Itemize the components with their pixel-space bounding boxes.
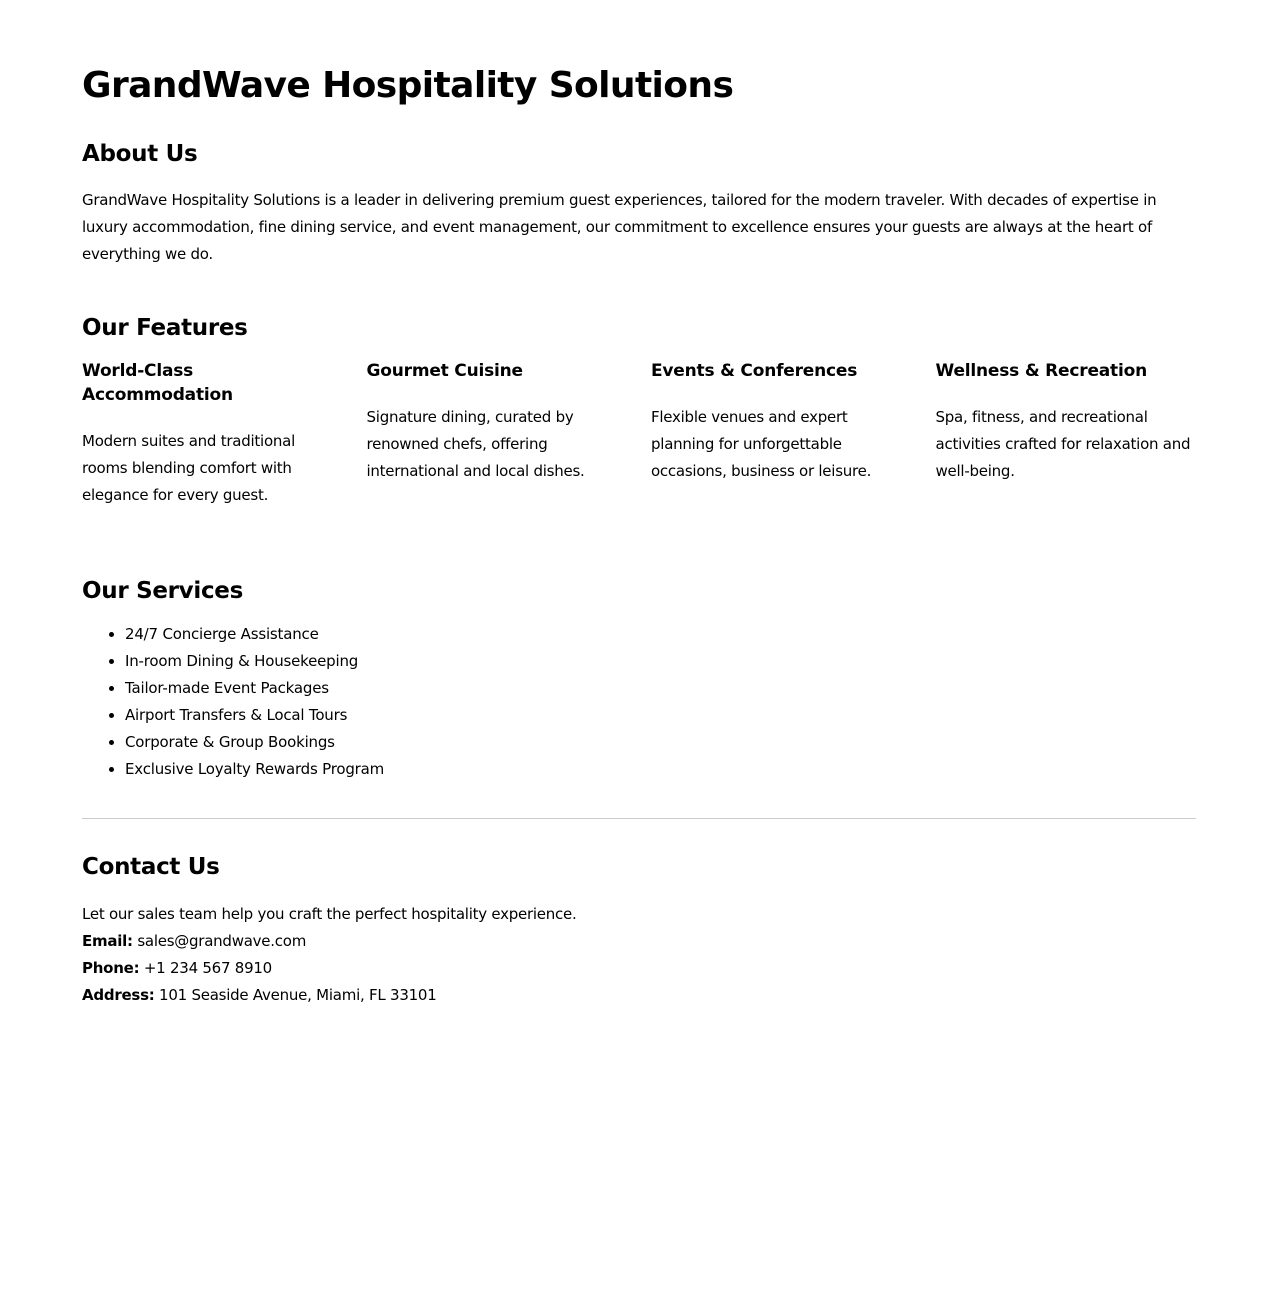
contact-intro: Let our sales team help you craft the perfect hospitality experience.: [82, 905, 577, 923]
address-label: Address:: [82, 986, 155, 1004]
service-item: • Tailor-made Event Packages: [125, 675, 1196, 702]
service-item: • 24/7 Concierge Assistance: [125, 621, 1196, 648]
features-heading: Our Features: [82, 315, 248, 341]
feature-card: [651, 359, 912, 509]
about-heading: About Us: [82, 141, 198, 167]
contact-email: [82, 928, 1196, 955]
feature-description: Signature dining, curated by renowned chefs, offering international and local dishes.: [366, 408, 585, 480]
services-section: [82, 575, 1196, 783]
phone-label: Phone:: [82, 959, 140, 977]
services-heading: Our Services: [82, 578, 243, 604]
section-divider: [82, 818, 1196, 819]
feature-card: [82, 359, 343, 509]
service-item: • Exclusive Loyalty Rewards Program: [125, 756, 1196, 783]
about-section: [82, 138, 1196, 268]
about-text: GrandWave Hospitality Solutions is a leader in delivering premium guest experiences, tailored for the modern traveler. With decades of expertise in luxury accommodation, fine dining service, and event management, our commitment to excellence ensures your guests are always at the heart of everything we do.: [82, 191, 1157, 263]
service-item: • Corporate & Group Bookings: [125, 729, 1196, 756]
email-label: Email:: [82, 932, 133, 950]
contact-phone: [82, 955, 1196, 982]
phone-value: +1 234 567 8910: [143, 959, 272, 977]
service-item: • Airport Transfers & Local Tours: [125, 702, 1196, 729]
feature-title: Gourmet Cuisine: [366, 361, 523, 381]
contact-address: [82, 982, 1196, 1009]
page-title: GrandWave Hospitality Solutions: [82, 65, 734, 106]
contact-heading: Contact Us: [82, 854, 220, 880]
page-container: [82, 0, 1196, 1009]
feature-card: [367, 359, 628, 509]
features-section: [82, 312, 1196, 509]
features-grid: [82, 359, 1196, 509]
address-value: 101 Seaside Avenue, Miami, FL 33101: [159, 986, 437, 1004]
email-value: sales@grandwave.com: [137, 932, 307, 950]
feature-description: Flexible venues and expert planning for unforgettable occasions, business or leisure.: [651, 408, 872, 480]
service-item: • In-room Dining & Housekeeping: [125, 648, 1196, 675]
feature-description: Modern suites and traditional rooms blending comfort with elegance for every guest.: [82, 432, 295, 504]
services-list: [82, 621, 1196, 783]
feature-description: Spa, fitness, and recreational activities crafted for relaxation and well-being.: [935, 408, 1191, 480]
feature-title: World-Class Accommodation: [82, 361, 233, 405]
feature-card: [936, 359, 1197, 509]
contact-section: [82, 851, 1196, 1009]
feature-title: Events & Conferences: [651, 361, 858, 381]
feature-title: Wellness & Recreation: [935, 361, 1147, 381]
